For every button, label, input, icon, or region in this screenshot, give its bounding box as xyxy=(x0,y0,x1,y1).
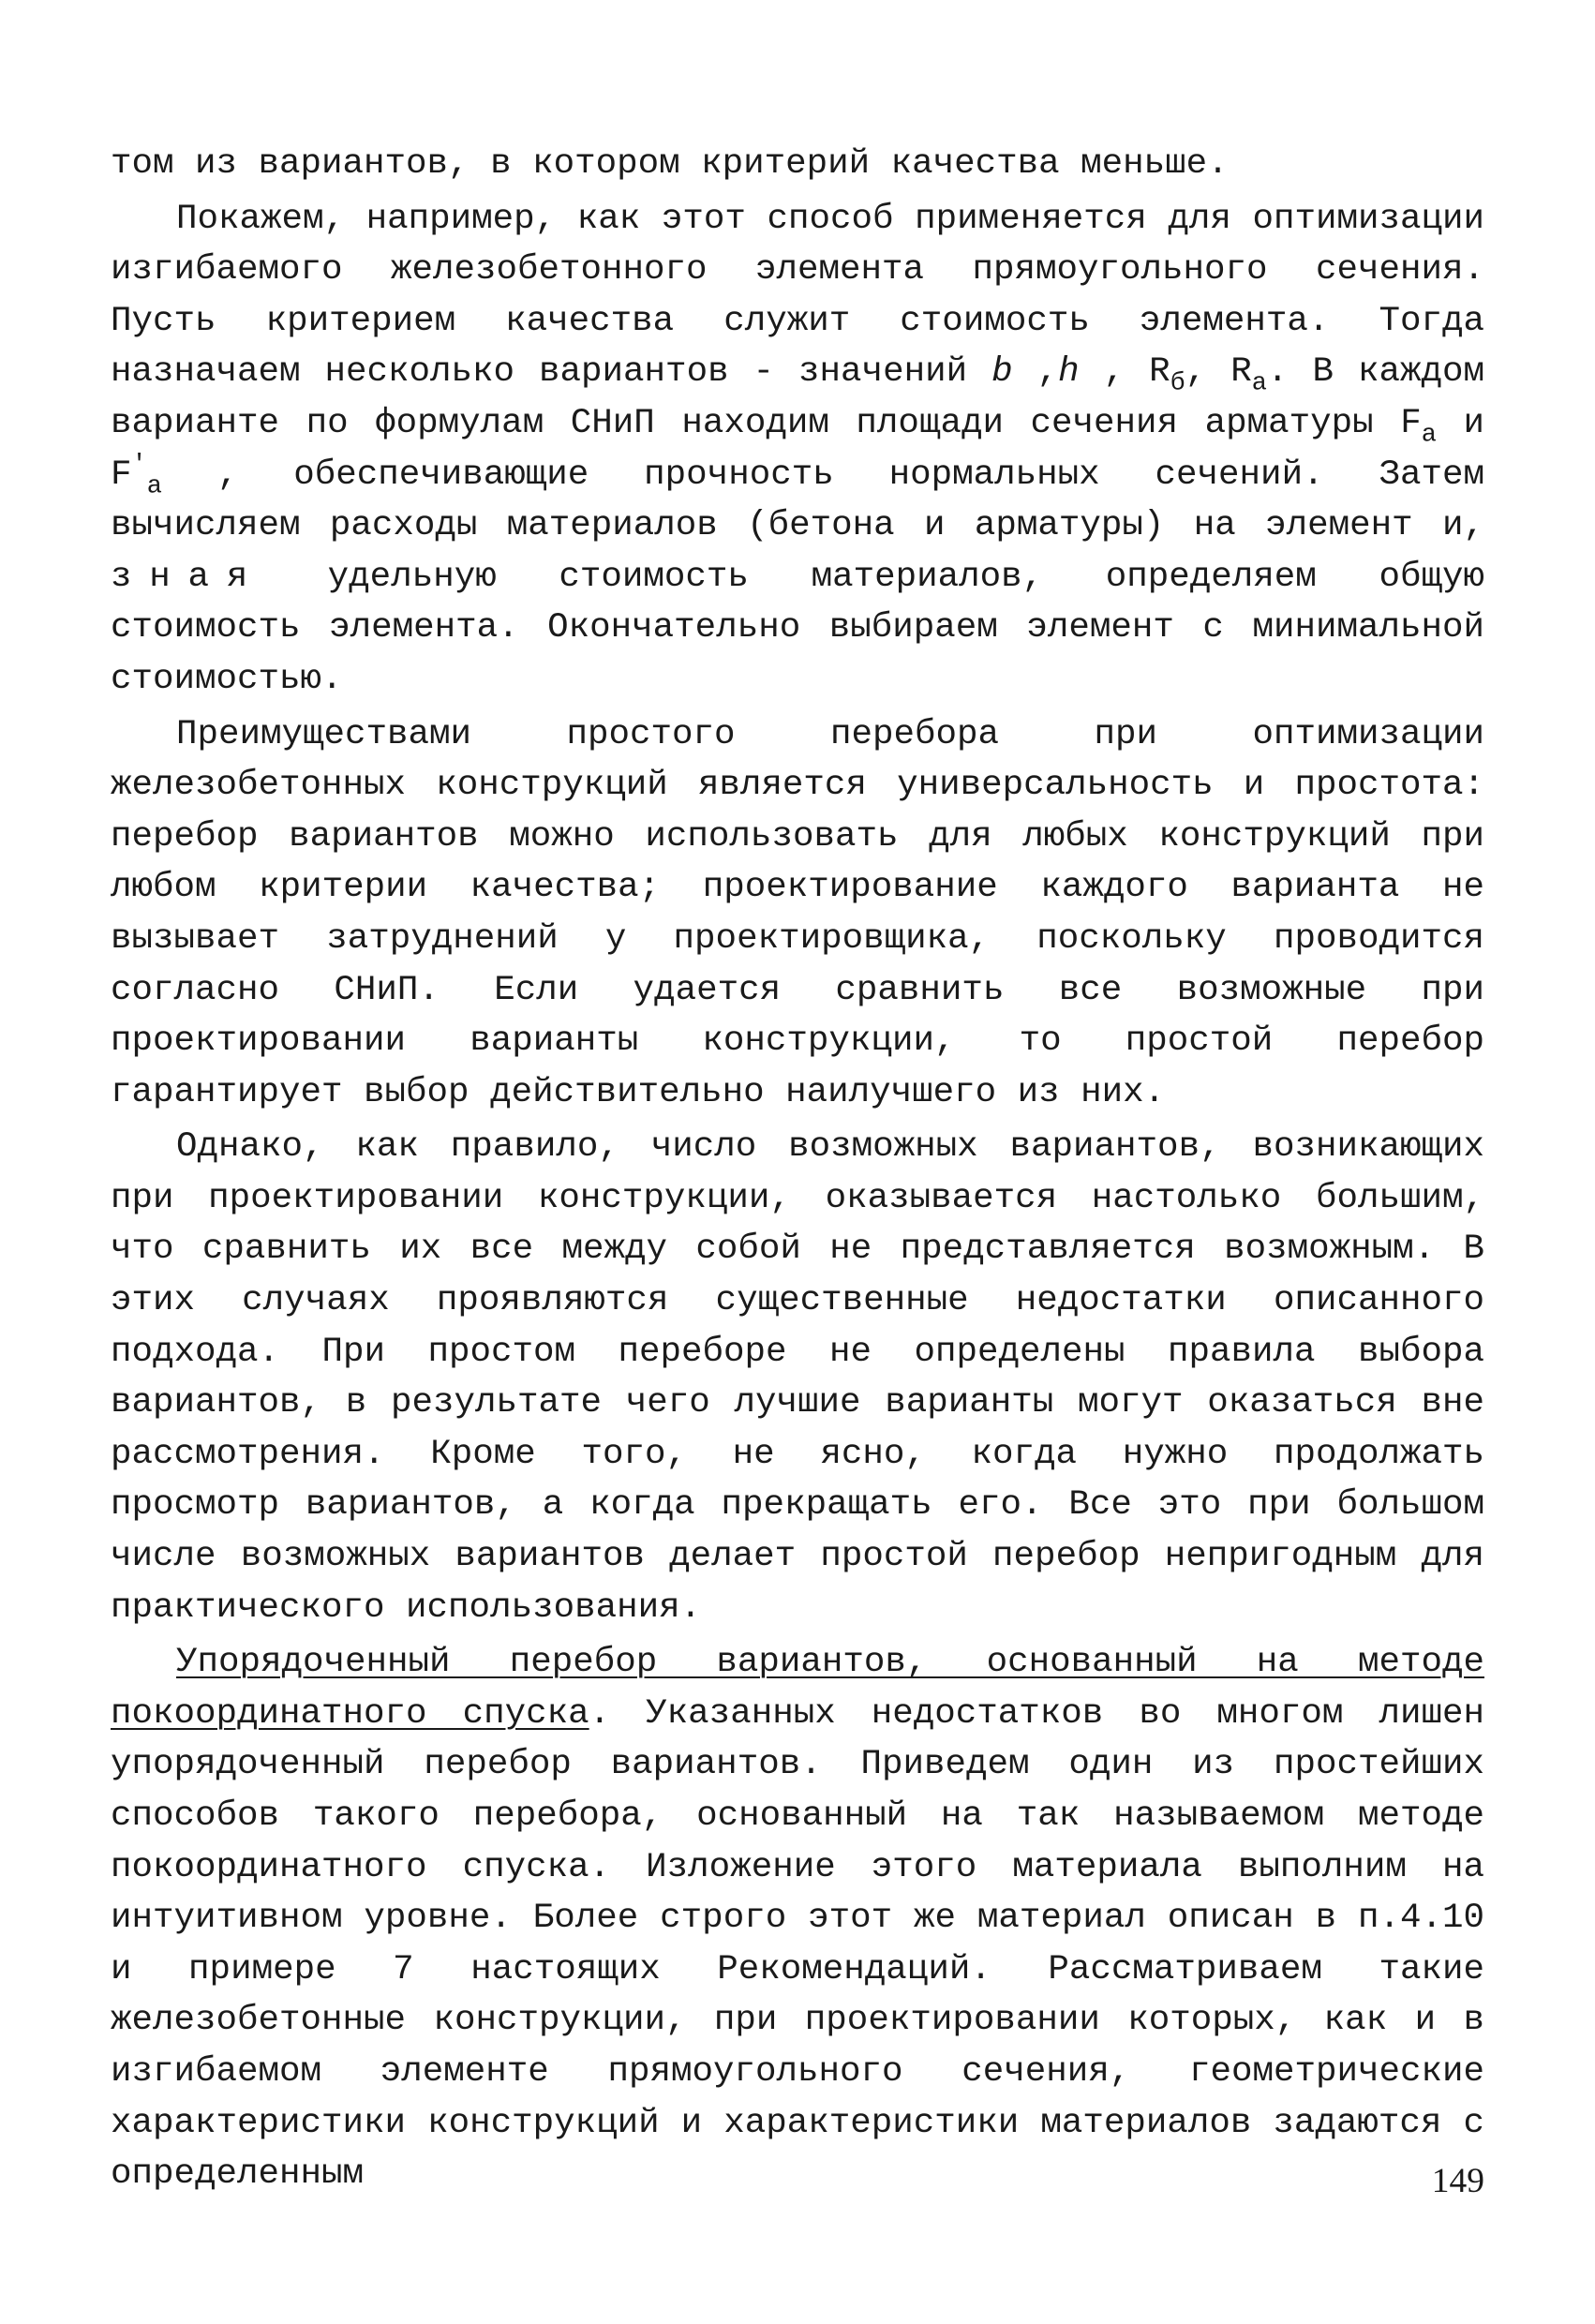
paragraph-2-part5: удельную стоимость материалов, определяем общую стоимость элемента. Окончательно выбираем элемент с минимальной стоимостью. xyxy=(111,557,1484,699)
subscript-a-1: а xyxy=(1251,369,1267,398)
paragraph-3 xyxy=(111,709,1484,1119)
separator-1: , xyxy=(1012,352,1059,393)
paragraph-2-part2: . В каждом варианте по формулам СНиП находим площади сечения арматуры F xyxy=(111,352,1485,443)
prime-mark: ' xyxy=(131,451,147,480)
paragraph-3-text: Преимуществами простого перебора при оптимизации железобетонных конструкций является универсальность и простота: перебор вариантов можно использовать для любых конструкций при любом критерии качества; проектирование каждого варианта не вызывает затруднений у проектировщика, поскольку проводится согласно СНиП. Если удается сравнить все возможные при проектировании варианты конструкции, то простой перебор гарантирует выбор действительно наилучшего из них. xyxy=(111,714,1484,1112)
paragraph-2 xyxy=(111,194,1484,706)
paragraph-1-text: том из вариантов, в котором критерий качества меньше. xyxy=(111,144,1229,184)
subscript-b: б xyxy=(1170,369,1185,398)
paragraph-2-part4: , обеспечивающие прочность нормальных сечений. Затем вычисляем расходы материалов (бетона и арматуры) на элемент и, xyxy=(111,454,1484,546)
paragraph-2-part1: Покажем, например, как этот способ применяется для оптимизации изгибаемого железобетонного элемента прямоугольного сечения. Пусть критерием качества служит стоимость элемента. Тогда назначаем несколько вариантов - значений xyxy=(111,199,1484,393)
variable-b: b xyxy=(991,352,1013,393)
paragraph-5-text: . Указанных недостатков во многом лишен упорядоченный перебор вариантов. Приведем один из простейших способов такого перебора, основанный на так называемом методе покоординатного спуска. Изложение этого материала выполним на интуитивном уровне. Более строго этот же материал описан в п.4.10 и примере 7 настоящих Рекомендаций. Рассматриваем такие железобетонные конструкции, при проектировании которых, как и в изгибаемом элементе прямоугольного сечения, геометрические характеристики конструкций и характеристики материалов задаются с определенным xyxy=(111,1693,1484,2195)
paragraph-4 xyxy=(111,1122,1484,1633)
spaced-word: зная xyxy=(111,557,266,597)
paragraph-5 xyxy=(111,1637,1484,2200)
document-page xyxy=(111,139,1484,2200)
section-heading: Упорядоченный перебор вариантов, основанный на методе покоординатного спуска xyxy=(111,1643,1484,1734)
paragraph-2-part3: и F xyxy=(111,403,1484,495)
separator-2: , R xyxy=(1079,352,1170,393)
paragraph-4-text: Однако, как правило, число возможных вариантов, возникающих при проектировании конструкции, оказывается настолько большим, что сравнить их все между собой не представляется возможным. В этих случаях проявляются существенные недостатки описанного подхода. При простом переборе не определены правила выбора вариантов, в результате чего лучшие варианты могут оказаться вне рассмотрения. Кроме того, не ясно, когда нужно продолжать просмотр вариантов, а когда прекращать его. Все это при большом числе возможных вариантов делает простой перебор непригодным для практического использования. xyxy=(111,1127,1484,1628)
subscript-a-3: а xyxy=(146,472,162,500)
paragraph-1 xyxy=(111,139,1484,190)
separator-3: , R xyxy=(1185,352,1252,393)
subscript-a-2: а xyxy=(1421,421,1437,450)
variable-h: h xyxy=(1058,352,1080,393)
page-number: 149 xyxy=(1431,2162,1484,2200)
